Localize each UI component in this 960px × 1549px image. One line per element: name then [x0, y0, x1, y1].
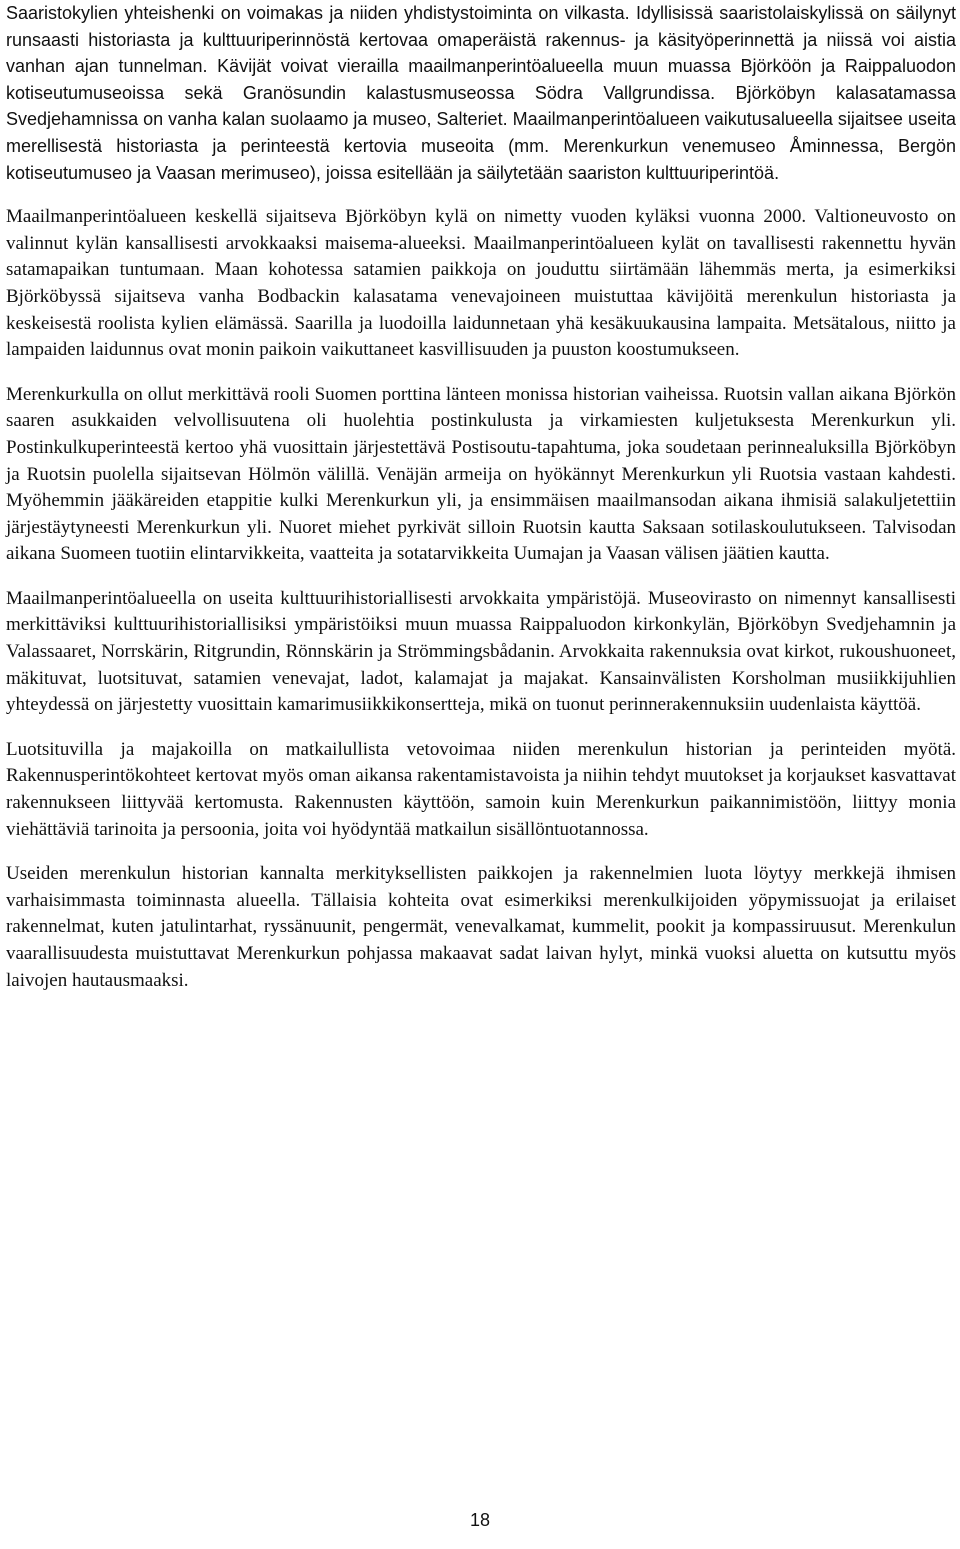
paragraph-cultural-environments: Maailmanperintöalueella on useita kulttuurihistoriallisesti arvokkaita ympäristöjä. Museovirasto on nimennyt kansallisesti merkittäviksi kulttuurihistoriallisiksi ympäristöiksi muun muassa Raippaluodon kirkonkylän, Björköbyn Svedjehamnin ja Valassaaret, Norrskärin, Ritgrundin, Rönnskärin ja Strömmingsbådanin. Arvokkaita rakennuksia ovat kirkot, rukoushuoneet, mäkituvat, luotsituvat, satamien venevajat, ladot, kalamajat ja majakat. Kansainvälisten Korsholman musiikkijuhlien yhteydessä on järjestetty vuosittain kamarimusiikkikonsertteja, mikä on tuonut perinnerakennuksiin uudenlaista käyttöä. — [6, 587, 956, 716]
paragraph-pilot-stations: Luotsituvilla ja majakoilla on matkailullista vetovoimaa niiden merenkulun historian ja perinteiden myötä. Rakennusperintökohteet kertovat myös oman aikansa rakentamistavoista ja niihin tehdyt muutokset ja korjaukset kasvattavat rakennukseen liittyvää kertomusta. Rakennusten käyttöön, samoin kuin Merenkurkun paikannimistöön, liittyy monia viehättäviä tarinoita ja persoonia, joita voi hyödyntää matkailun sisällöntuotannossa. — [6, 738, 956, 840]
paragraph-kvarken-history: Merenkurkulla on ollut merkittävä rooli Suomen porttina länteen monissa historian vaiheissa. Ruotsin vallan aikana Björkön saaren asukkaiden velvollisuutena oli huolehtia postinkulusta ja virkamiesten kuljetuksesta Merenkurkun yli. Postinkulkuperinteestä kertoo yhä vuosittain järjestettävä Postisoutu-tapahtuma, joka soudetaan perinnealuksilla Björköbyn ja Ruotsin puolella sijaitsevan Hölmön välillä. Venäjän armeija on hyökännyt Merenkurkun yli Ruotsia vastaan kahdesti. Myöhemmin jääkäreiden etappitie kulki Merenkurkun yli, ja ensimmäisen maailmansodan aikana ihmisiä salakuljetettiin järjestäytyneesti Merenkurkun yli. Nuoret miehet pyrkivät silloin Ruotsin kautta Saksaan sotilaskoulutukseen. Talvisodan aikana Suomeen tuotiin elintarvikkeita, vaatteita ja sotatarvikkeita Uumajan ja Vaasan välisen jäätien kautta. — [6, 383, 956, 565]
page-number: 18 — [469, 1510, 491, 1530]
paragraph-bjorkoby-village: Maailmanperintöalueen keskellä sijaitseva Björköbyn kylä on nimetty vuoden kyläksi vuonna 2000. Valtioneuvosto on valinnut kylän kansallisesti arvokkaaksi maisema-alueeksi. Maailmanperintöalueen kylät on tavallisesti rakennettu hyvän satamapaikan tuntumaan. Maan kohotessa satamien paikkoja on jouduttu siirtämään lähemmäs merta, ja esimerkiksi Björköbyssä sijaitseva vanha Bodbackin kalasatama venevajoineen muistuttaa kävijöitä merenkulun historiasta ja keskeisestä roolista kylien elämässä. Saarilla ja luodoilla laidunnetaan yhä kesäkuukausina lampaita. Metsätalous, niitto ja lampaiden laidunnus ovat monin paikoin vaikuttaneet kasvillisuuden ja puuston koostumukseen. — [6, 206, 956, 361]
paragraph-early-traces: Useiden merenkulun historian kannalta merkityksellisten paikkojen ja rakennelmien luota löytyy merkkejä ihmisen varhaisimmasta toiminnasta alueella. Tällaisia kohteita ovat esimerkiksi merenkulkijoiden yöpymissuojat ja erilaiset rakennelmat, kuten jatulintarhat, ryssänuunit, pengermät, venevalkamat, kummelit, pookit ja kompassiruusut. Merenkulun vaarallisuudesta muistuttavat Merenkurkun pohjassa makaavat sadat laivan hylyt, minkä vuoksi aluetta on kutsuttu myös laivojen hautausmaaksi. — [6, 863, 956, 991]
document-body — [6, 0, 956, 1012]
paragraph-island-villages: Saaristokylien yhteishenki on voimakas ja niiden yhdistystoiminta on vilkasta. Idyllisissä saaristolaiskylissä on säilynyt runsaasti historiasta ja kulttuuriperinnöstä kertovaa omaperäistä rakennus- ja käsityöperinnettä ja niissä voi aistia vanhan ajan tunnelman. Kävijät voivat vierailla maailmanperintöalueella muun muassa Björköön ja Raippaluodon kotiseutumuseoissa sekä Granösundin kalastusmuseossa Södra Vallgrundissa. Björköbyn kalasatamassa Svedjehamnissa on vanha kalan suolaamo ja museo, Salteriet. Maailmanperintöalueen vaikutusalueella sijaitsee useita merellisestä historiasta ja perinteestä kertovia museoita (mm. Merenkurkun venemuseo Åminnessa, Bergön kotiseutumuseo ja Vaasan merimuseo), joissa esitellään ja säilytetään saariston kulttuuriperintöä. — [6, 3, 956, 183]
